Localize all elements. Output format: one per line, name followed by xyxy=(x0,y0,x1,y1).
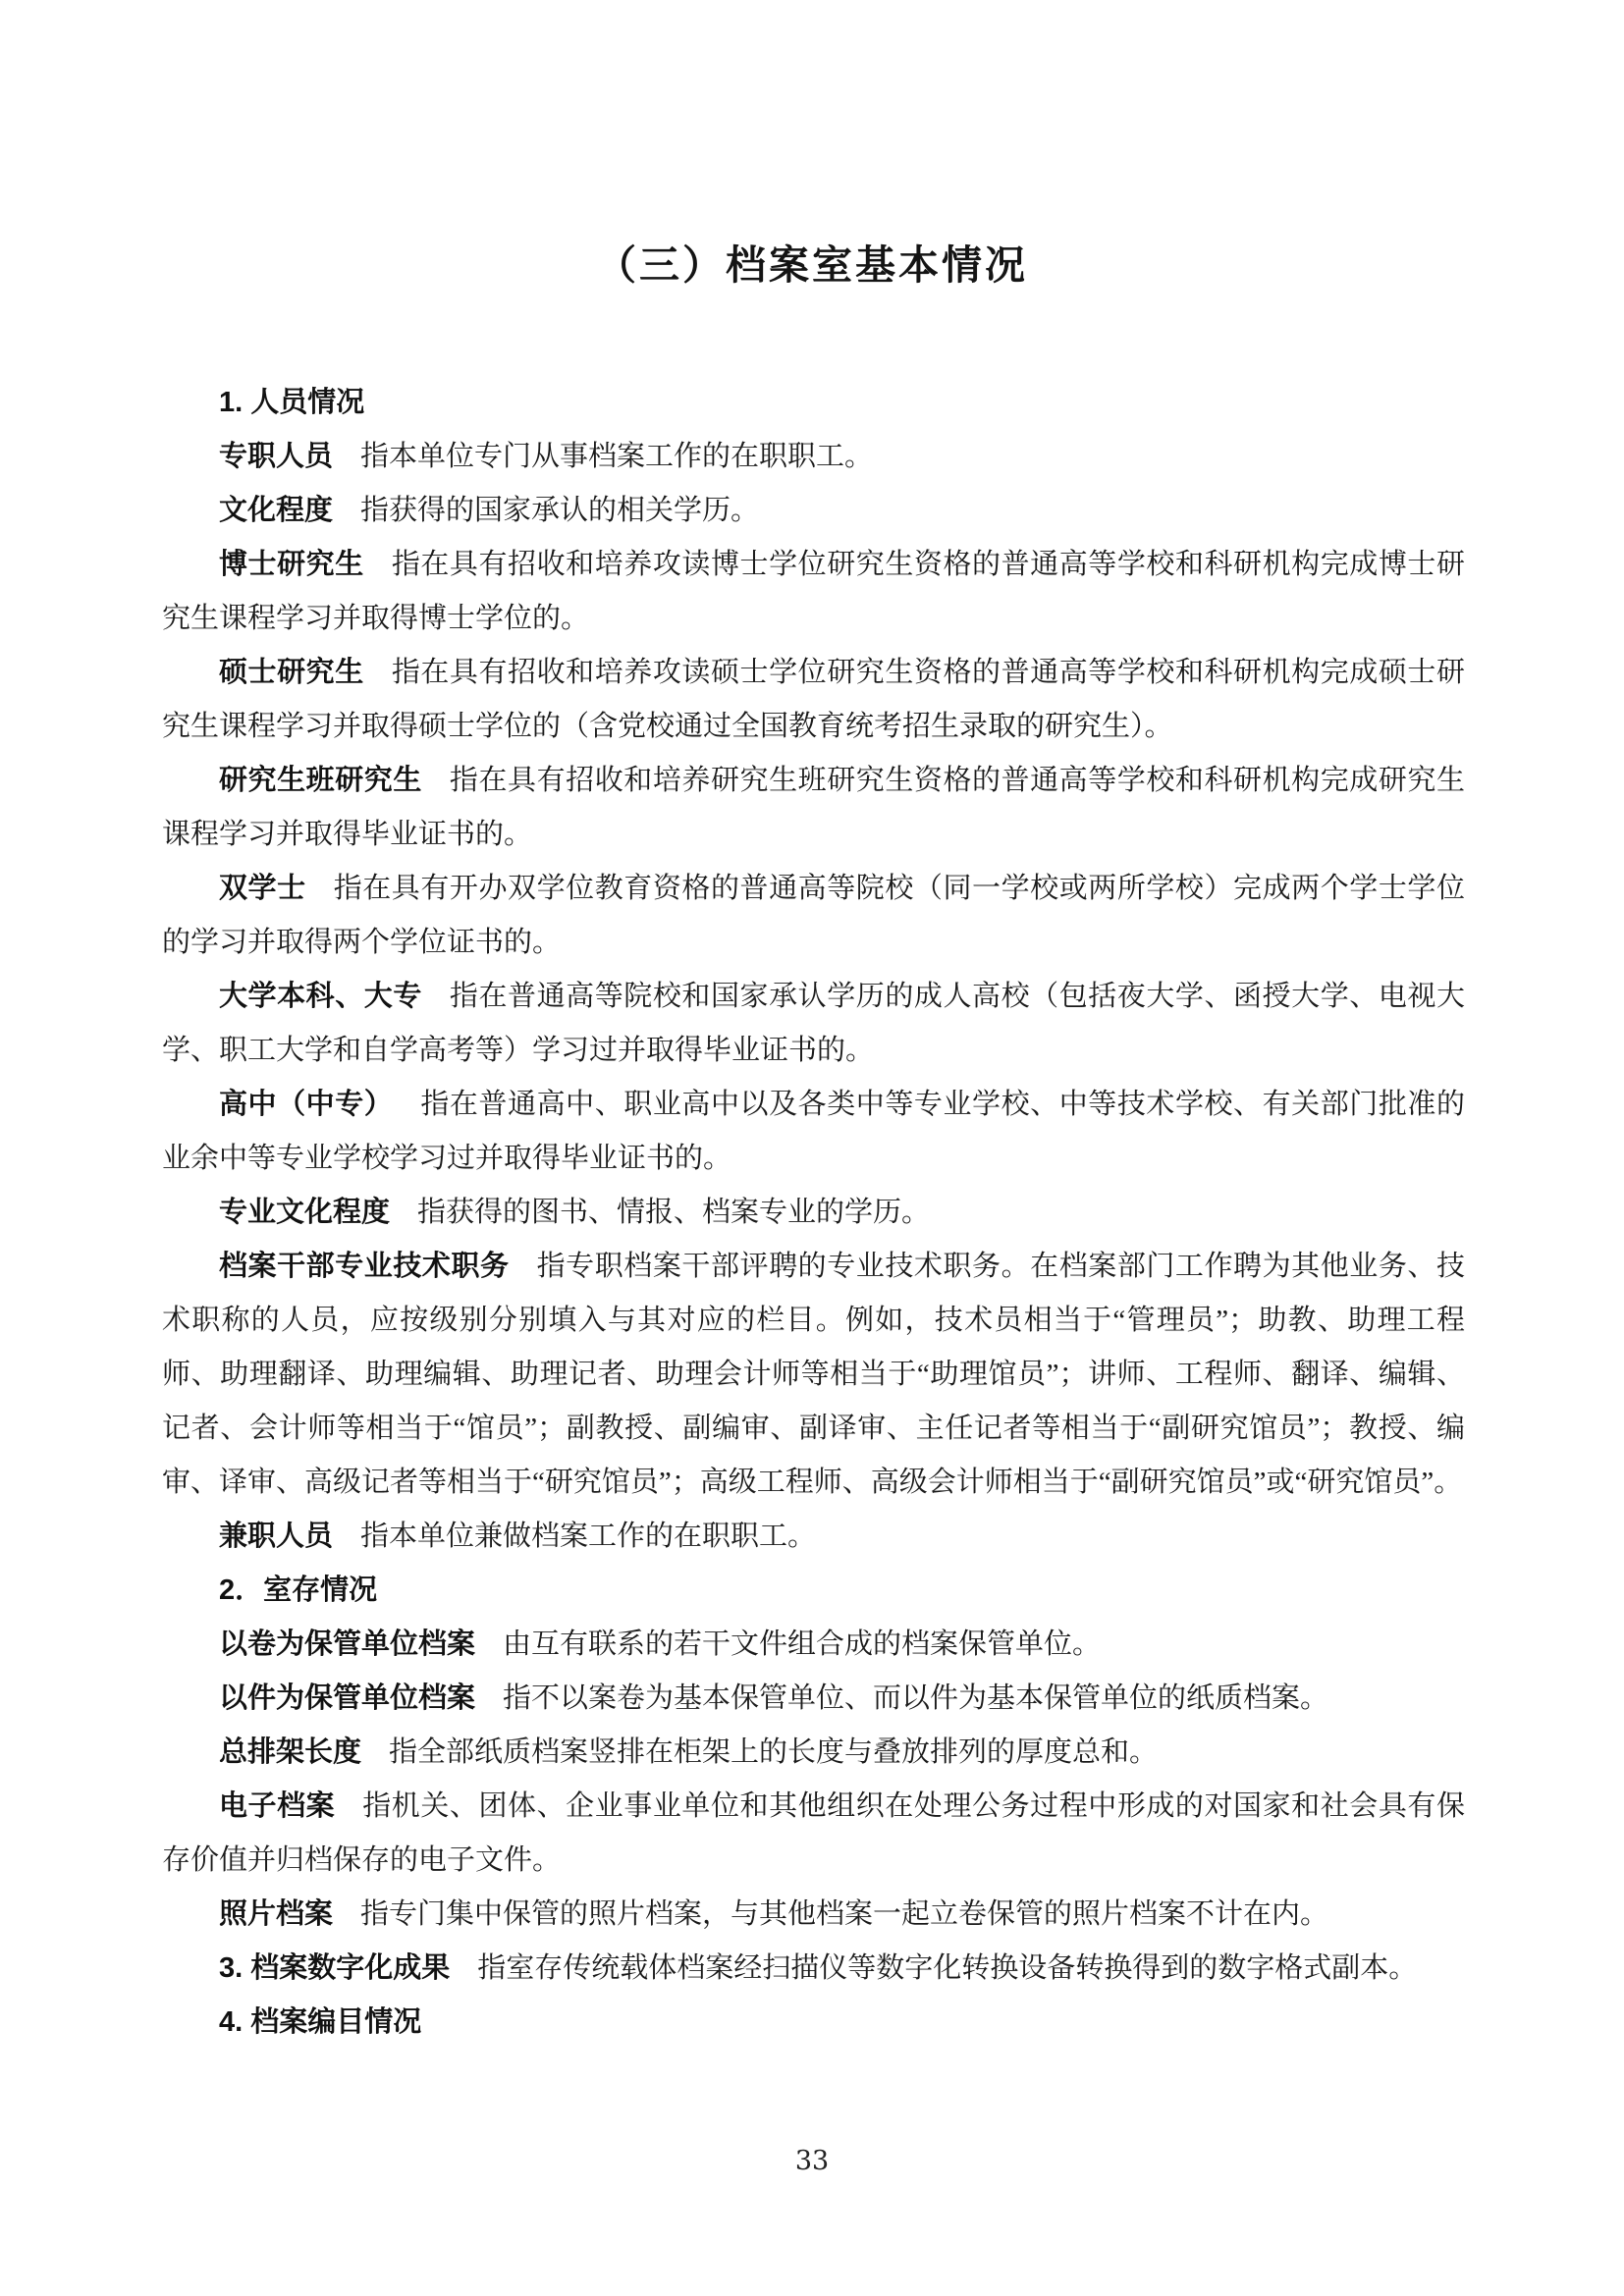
term-label: 高中（中专） xyxy=(219,1089,394,1120)
term-label: 3. 档案数字化成果 xyxy=(219,1952,451,1984)
term-definition: 由互有联系的若干文件组合成的档案保管单位。 xyxy=(503,1629,1102,1660)
term-definition: 指全部纸质档案竖排在柜架上的长度与叠放排列的厚度总和。 xyxy=(389,1736,1159,1768)
term-definition: 指在具有招收和培养研究生班研究生资格的普通高等学校和科研机构完成研究生课程学习并取得毕业证书的。 xyxy=(162,765,1465,850)
document-title: （三）档案室基本情况 xyxy=(596,241,1028,289)
term-label: 研究生班研究生 xyxy=(219,765,422,796)
term-label: 文化程度 xyxy=(219,495,334,526)
document-body xyxy=(162,376,1465,2050)
term-label: 博士研究生 xyxy=(219,549,364,580)
term-definition: 指专门集中保管的照片档案，与其他档案一起立卷保管的照片档案不计在内。 xyxy=(360,1898,1329,1930)
glossary-entry xyxy=(162,1186,1465,1240)
section-heading-cataloging xyxy=(162,1996,1465,2050)
term-definition: 指本单位专门从事档案工作的在职职工。 xyxy=(360,441,874,472)
term-definition: 指本单位兼做档案工作的在职职工。 xyxy=(360,1521,817,1552)
glossary-entry xyxy=(162,1618,1465,1672)
term-label: 总排架长度 xyxy=(219,1736,362,1768)
glossary-entry xyxy=(162,1780,1465,1888)
term-definition: 指获得的国家承认的相关学历。 xyxy=(360,495,760,526)
term-label: 兼职人员 xyxy=(219,1521,334,1552)
term-label: 硕士研究生 xyxy=(219,657,364,688)
term-label: 档案干部专业技术职务 xyxy=(219,1251,510,1282)
term-definition: 指室存传统载体档案经扫描仪等数字化转换设备转换得到的数字格式副本。 xyxy=(477,1952,1418,1984)
section-heading-label: 2．室存情况 xyxy=(219,1575,378,1606)
glossary-entry xyxy=(162,430,1465,484)
glossary-entry xyxy=(162,646,1465,754)
term-label: 以件为保管单位档案 xyxy=(219,1682,476,1714)
glossary-entry xyxy=(162,1510,1465,1564)
section-heading-label: 4. 档案编目情况 xyxy=(219,2006,422,2038)
term-definition: 指在普通高中、职业高中以及各类中等专业学校、中等技术学校、有关部门批准的业余中等专业学校学习过并取得毕业证书的。 xyxy=(162,1089,1465,1174)
glossary-entry-digitization xyxy=(162,1942,1465,1996)
term-label: 双学士 xyxy=(219,873,306,904)
term-definition: 指机关、团体、企业事业单位和其他组织在处理公务过程中形成的对国家和社会具有保存价值并归档保存的电子文件。 xyxy=(162,1790,1465,1876)
glossary-entry xyxy=(162,538,1465,646)
term-definition: 指在普通高等院校和国家承认学历的成人高校（包括夜大学、函授大学、电视大学、职工大学和自学高考等）学习过并取得毕业证书的。 xyxy=(162,981,1465,1066)
glossary-entry xyxy=(162,1240,1465,1510)
term-label: 电子档案 xyxy=(219,1790,336,1822)
glossary-entry xyxy=(162,484,1465,538)
term-definition: 指专职档案干部评聘的专业技术职务。在档案部门工作聘为其他业务、技术职称的人员，应按级别分别填入与其对应的栏目。例如，技术员相当于“管理员”；助教、助理工程师、助理翻译、助理编辑、助理记者、助理会计师等相当于“助理馆员”；讲师、工程师、翻译、编辑、记者、会计师等相当于“馆员”；副教授、副编审、副译审、主任记者等相当于“副研究馆员”；教授、编审、译审、高级记者等相当于“研究馆员”；高级工程师、高级会计师相当于“副研究馆员”或“研究馆员”。 xyxy=(162,1251,1465,1498)
glossary-entry xyxy=(162,754,1465,862)
term-definition: 指在具有招收和培养攻读博士学位研究生资格的普通高等学校和科研机构完成博士研究生课程学习并取得博士学位的。 xyxy=(162,549,1465,634)
term-definition: 指不以案卷为基本保管单位、而以件为基本保管单位的纸质档案。 xyxy=(503,1682,1329,1714)
glossary-entry xyxy=(162,1888,1465,1942)
glossary-entry xyxy=(162,1078,1465,1186)
glossary-entry xyxy=(162,862,1465,970)
term-label: 大学本科、大专 xyxy=(219,981,422,1012)
term-definition: 指获得的图书、情报、档案专业的学历。 xyxy=(417,1197,931,1228)
term-definition: 指在具有开办双学位教育资格的普通高等院校（同一学校或两所学校）完成两个学士学位的学习并取得两个学位证书的。 xyxy=(162,873,1465,958)
term-definition: 指在具有招收和培养攻读硕士学位研究生资格的普通高等学校和科研机构完成硕士研究生课程学习并取得硕士学位的（含党校通过全国教育统考招生录取的研究生）。 xyxy=(162,657,1465,742)
section-heading-personnel xyxy=(162,376,1465,430)
section-heading-holdings xyxy=(162,1564,1465,1618)
term-label: 专业文化程度 xyxy=(219,1197,391,1228)
glossary-entry xyxy=(162,1672,1465,1726)
term-label: 以卷为保管单位档案 xyxy=(219,1629,476,1660)
term-label: 专职人员 xyxy=(219,441,334,472)
page-number: 33 xyxy=(794,2146,830,2176)
section-heading-label: 1. 人员情况 xyxy=(219,387,365,418)
term-label: 照片档案 xyxy=(219,1898,334,1930)
glossary-entry xyxy=(162,970,1465,1078)
glossary-entry xyxy=(162,1726,1465,1780)
